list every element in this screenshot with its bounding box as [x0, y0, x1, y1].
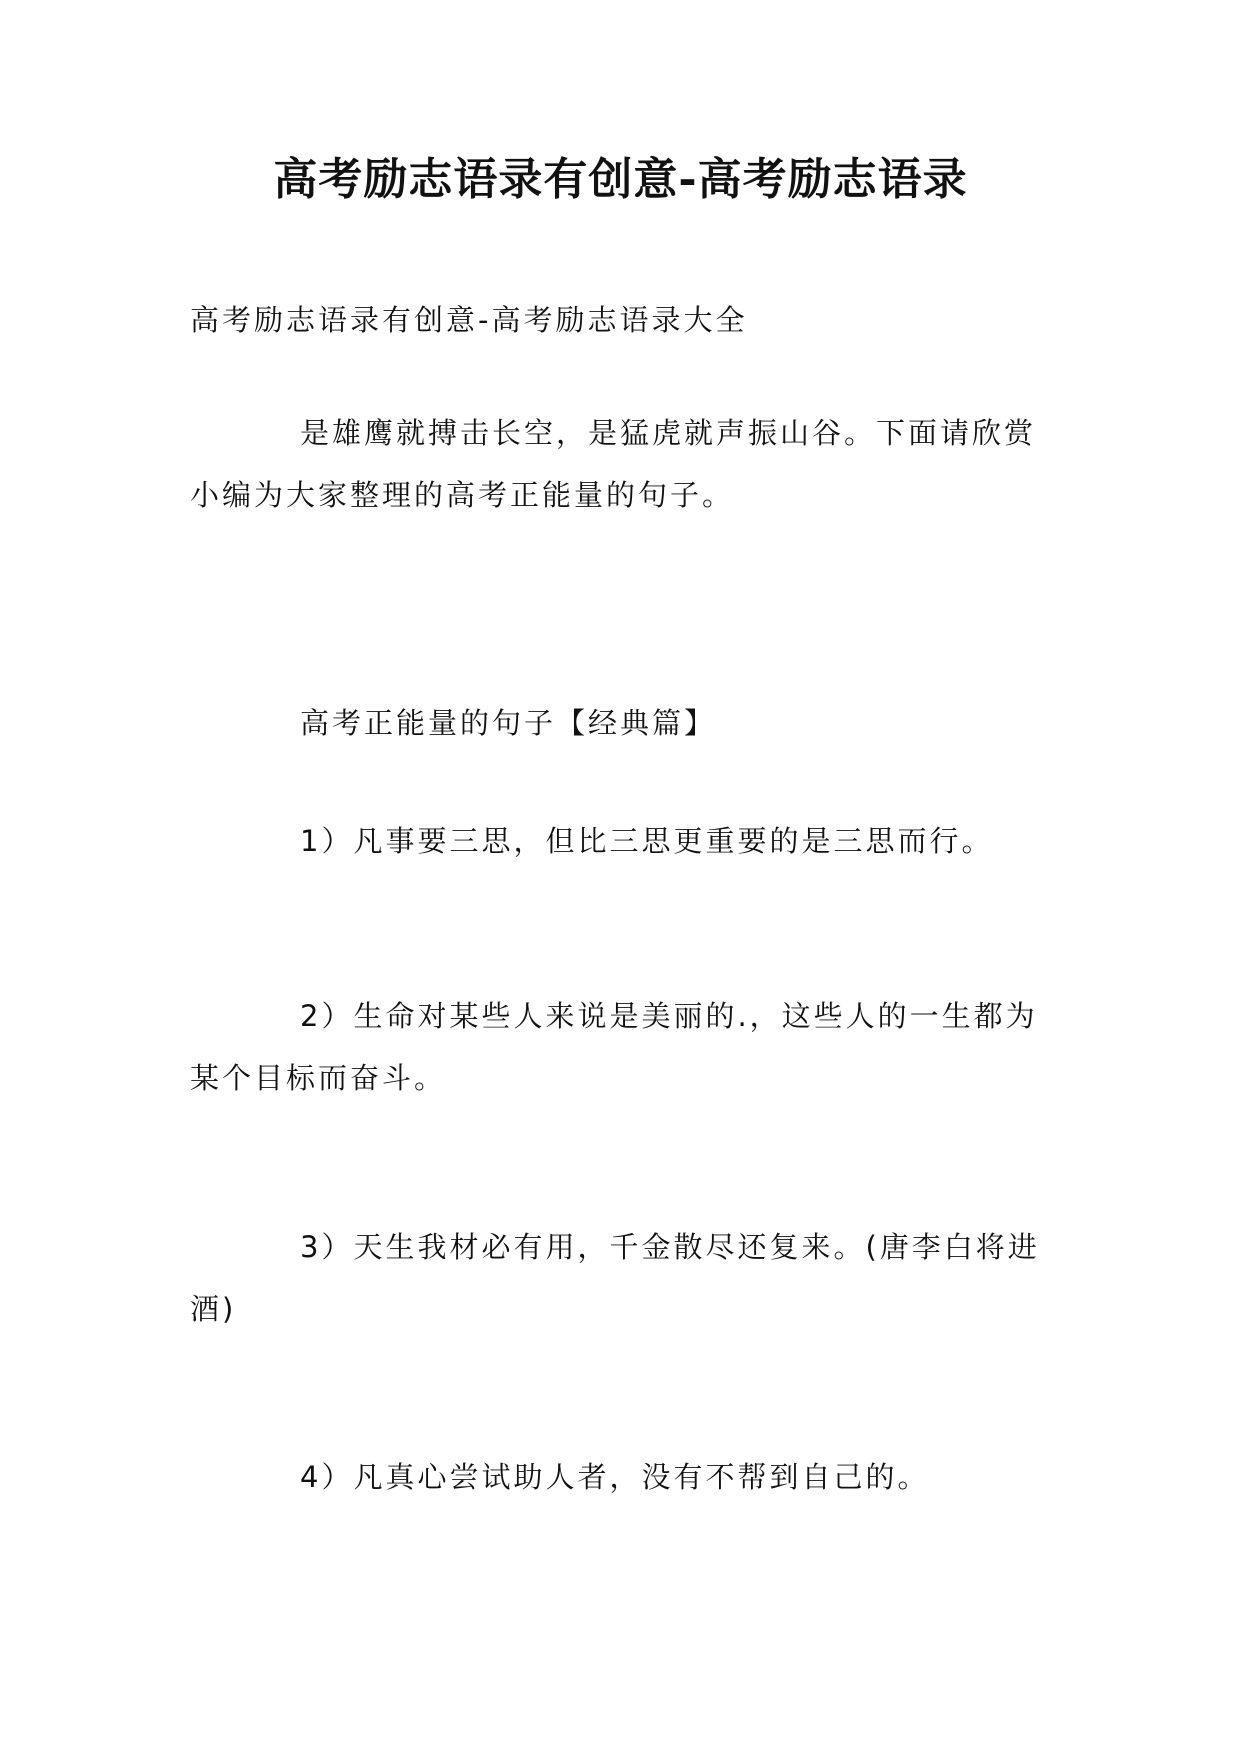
quote-item-1: 1）凡事要三思，但比三思更重要的是三思而行。: [300, 824, 994, 858]
section-heading: 高考正能量的句子【经典篇】: [300, 706, 717, 740]
page-title: 高考励志语录有创意-高考励志语录: [273, 154, 968, 205]
quote-item-4: 4）凡真心尝试助人者，没有不帮到自己的。: [300, 1460, 930, 1494]
quote-item-2: 2）生命对某些人来说是美丽的.，这些人的一生都为某个目标而奋斗。: [190, 999, 1038, 1095]
quote-item-3: 3）天生我材必有用，千金散尽还复来。(唐李白将进酒): [190, 1230, 1040, 1326]
document-subtitle: 高考励志语录有创意-高考励志语录大全: [190, 303, 748, 337]
intro-paragraph: 是雄鹰就搏击长空，是猛虎就声振山谷。下面请欣赏小编为大家整理的高考正能量的句子。: [190, 416, 1037, 512]
